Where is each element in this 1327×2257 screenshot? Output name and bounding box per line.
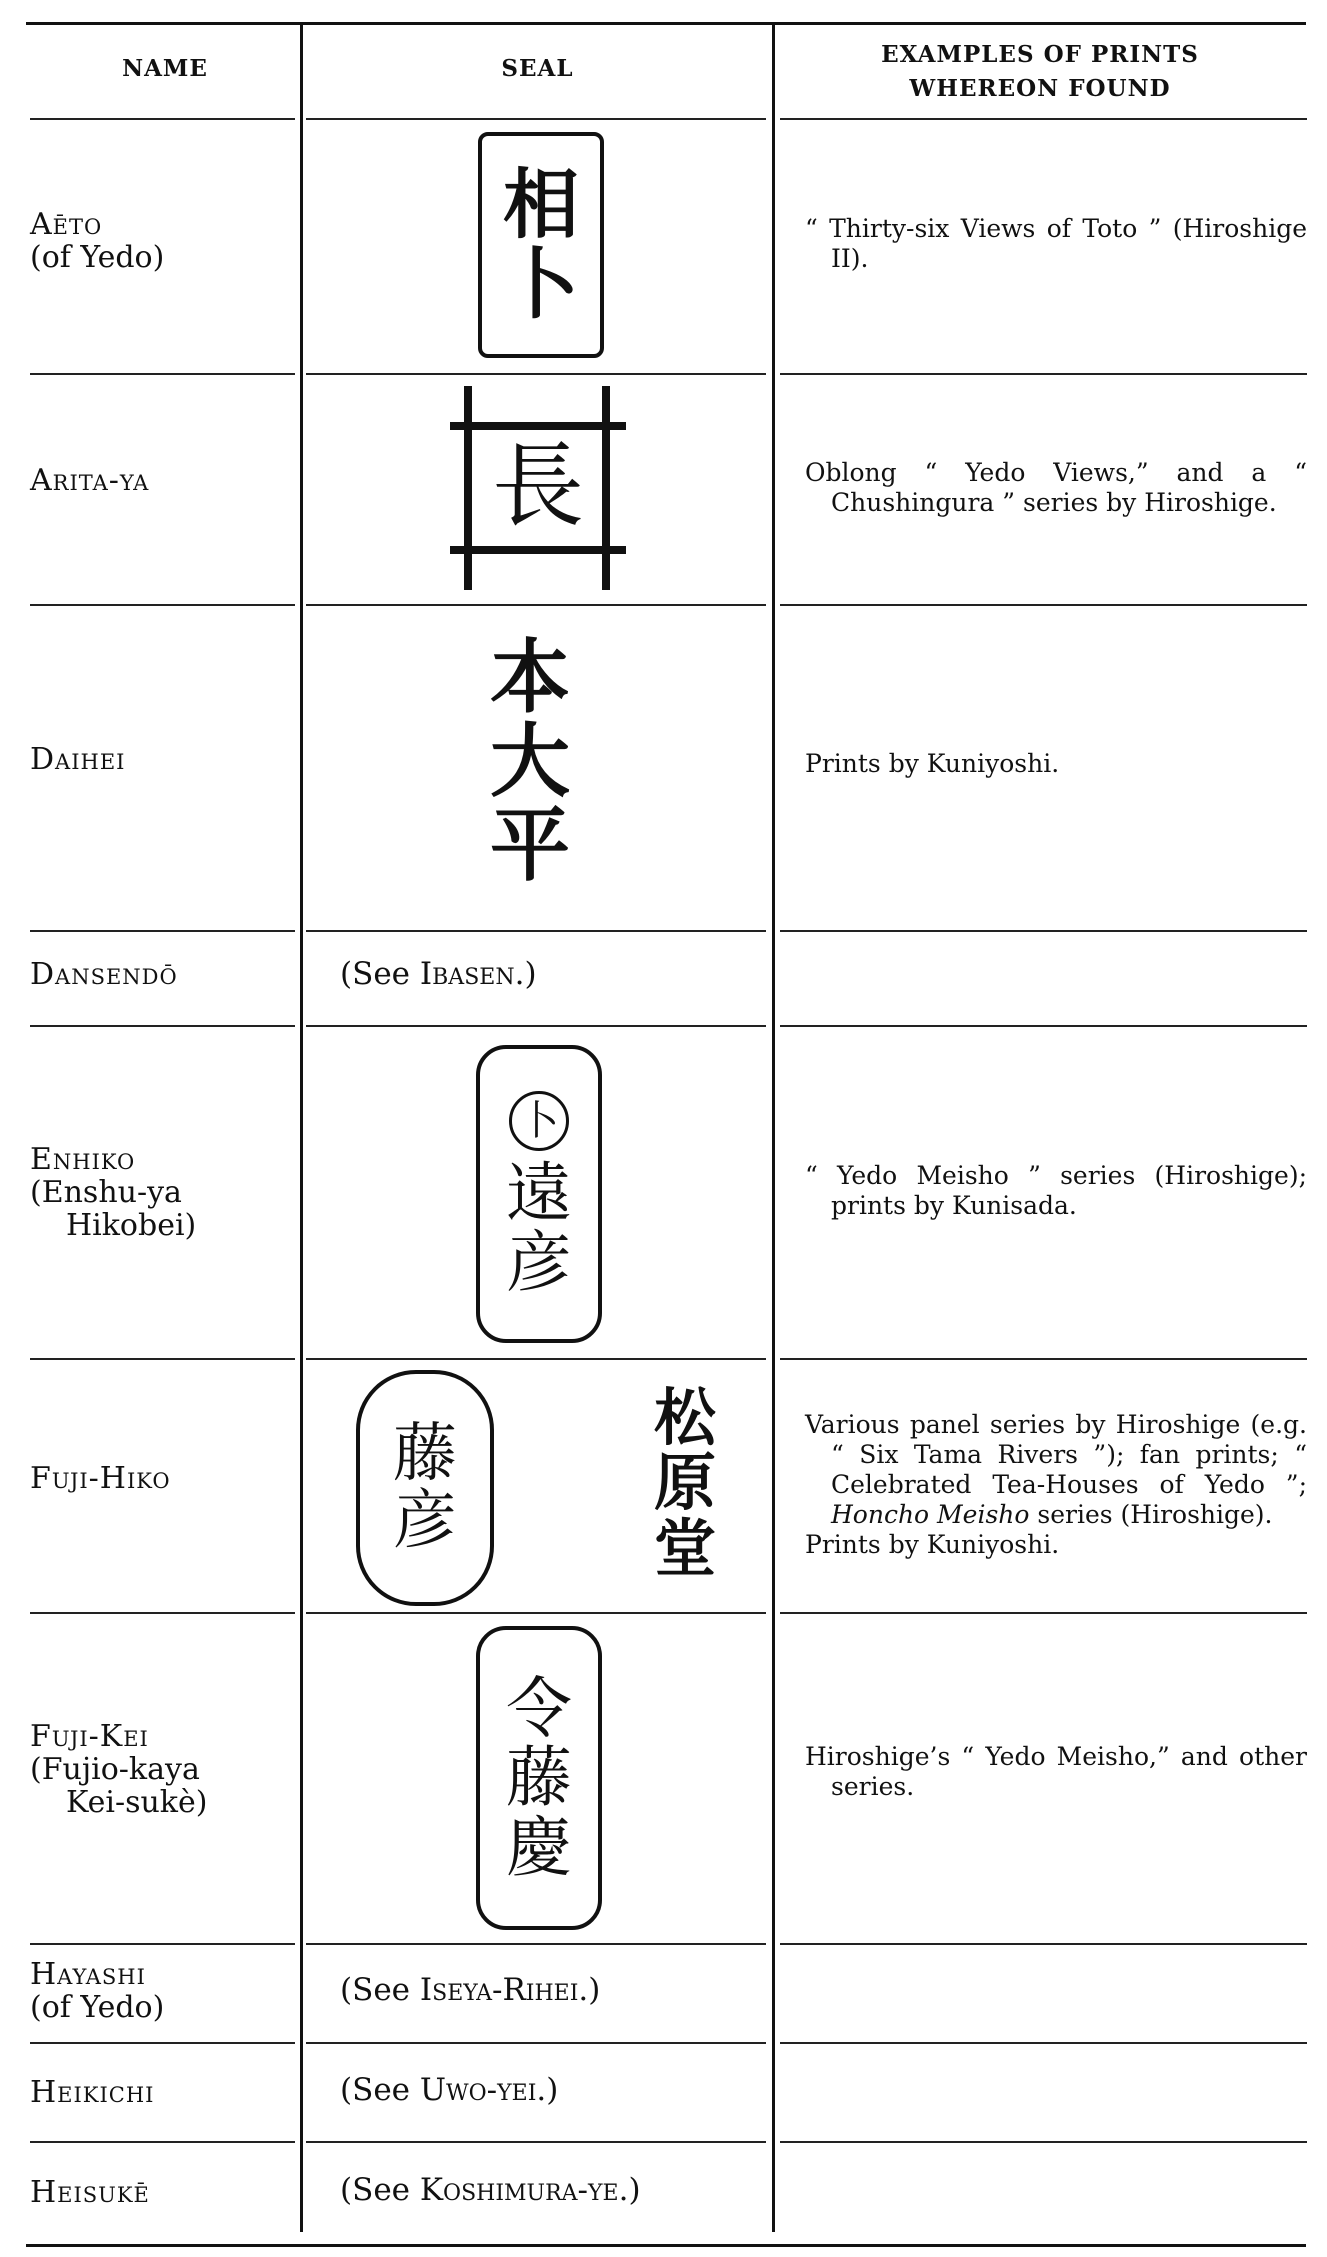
seal-char: 原 (653, 1446, 716, 1520)
seal-char: 本 (490, 631, 570, 724)
row-fujihiko-name: Fuji-Hiko (30, 1461, 171, 1496)
row-dansendo-name: Dansendō (30, 957, 178, 992)
seal-char: 慶 (506, 1808, 572, 1886)
seal-aeto (478, 132, 604, 358)
row-fujihiko-example: Various panel series by Hiroshige (e.g. “ Six Tama Rivers ”); fan prints; “ Celebrated Tea-Houses of Yedo ”; Honcho Meisho series (Hiroshige). Prints by Kuniyoshi. (805, 1410, 1307, 1559)
cross-reference: Ibasen. (419, 956, 525, 992)
header-seal: SEAL (501, 55, 574, 82)
seal-char: 彦 (506, 1224, 572, 1301)
row-fujikei-example: Hiroshige’s “ Yedo Meisho,” and other series. (805, 1742, 1307, 1801)
seal-fujikei (476, 1626, 602, 1930)
row-hayashi-see: (See Iseya-Rihei.) (340, 1972, 601, 2008)
seal-daihei (455, 612, 605, 912)
seal-char: 藤 (506, 1739, 572, 1817)
row-aritaya-name: Arita-ya (30, 463, 150, 498)
seal-fujihiko-right (640, 1372, 730, 1594)
seal-char: 大 (490, 715, 570, 808)
seal-char: 平 (490, 799, 570, 892)
seal-char: 令 (506, 1670, 572, 1748)
header-examples-line1: EXAMPLES OF PRINTS (881, 41, 1199, 68)
table-top-rule (26, 22, 1306, 25)
row-heisuke-name: Heisukē (30, 2175, 150, 2210)
table-bottom-rule (26, 2244, 1306, 2247)
row-daihei-example: Prints by Kuniyoshi. (805, 749, 1060, 778)
row-hayashi-name: Hayashi (of Yedo) (30, 1957, 165, 2025)
row-aeto-example: “ Thirty-six Views of Toto ” (Hiroshige II). (805, 214, 1307, 273)
seal-enhiko (476, 1045, 602, 1343)
row-fujikei-name: Fuji-Kei (Fujio-kaya Kei-sukè) (30, 1719, 208, 1820)
seal-char: 卜 (503, 240, 579, 329)
seal-char: 相 (503, 160, 579, 250)
header-examples-line2: WHEREON FOUND (909, 75, 1171, 102)
row-heikichi-name: Heikichi (30, 2075, 155, 2110)
seal-char: 松 (653, 1381, 716, 1455)
seal-fujihiko-gourd (356, 1370, 494, 1606)
seal-char: 彦 (393, 1484, 457, 1558)
row-heisuke-see: (See Koshimura-ye.) (340, 2172, 641, 2208)
seal-char: 遠 (506, 1154, 572, 1232)
row-heikichi-see: (See Uwo-yei.) (340, 2072, 559, 2108)
column-divider-seal-examples (772, 22, 775, 2232)
row-daihei-name: Daihei (30, 742, 126, 777)
header-name: NAME (122, 55, 208, 82)
row-enhiko-example: “ Yedo Meisho ” series (Hiroshige); prints by Kunisada. (805, 1161, 1307, 1220)
row-aeto-name: Aēto (of Yedo) (30, 207, 165, 275)
seal-char: 藤 (393, 1416, 457, 1491)
cross-reference: Iseya-Rihei. (419, 1972, 589, 2008)
cross-reference: Uwo-yei. (419, 2072, 547, 2108)
header-examples (780, 38, 1300, 106)
row-dansendo-see: (See Ibasen.) (340, 956, 537, 992)
row-enhiko-name: Enhiko (Enshu-ya Hikobei) (30, 1142, 197, 1243)
row-aritaya-example: Oblong “ Yedo Views,” and a “ Chushingura ” series by Hiroshige. (805, 458, 1307, 517)
column-divider-name-seal (300, 22, 303, 2232)
cross-reference: Koshimura-ye. (419, 2172, 629, 2208)
seal-char: 堂 (653, 1511, 716, 1585)
seal-char: 長 (491, 433, 584, 541)
seal-char: 卜 (509, 1091, 569, 1151)
seal-aritaya (448, 380, 628, 595)
